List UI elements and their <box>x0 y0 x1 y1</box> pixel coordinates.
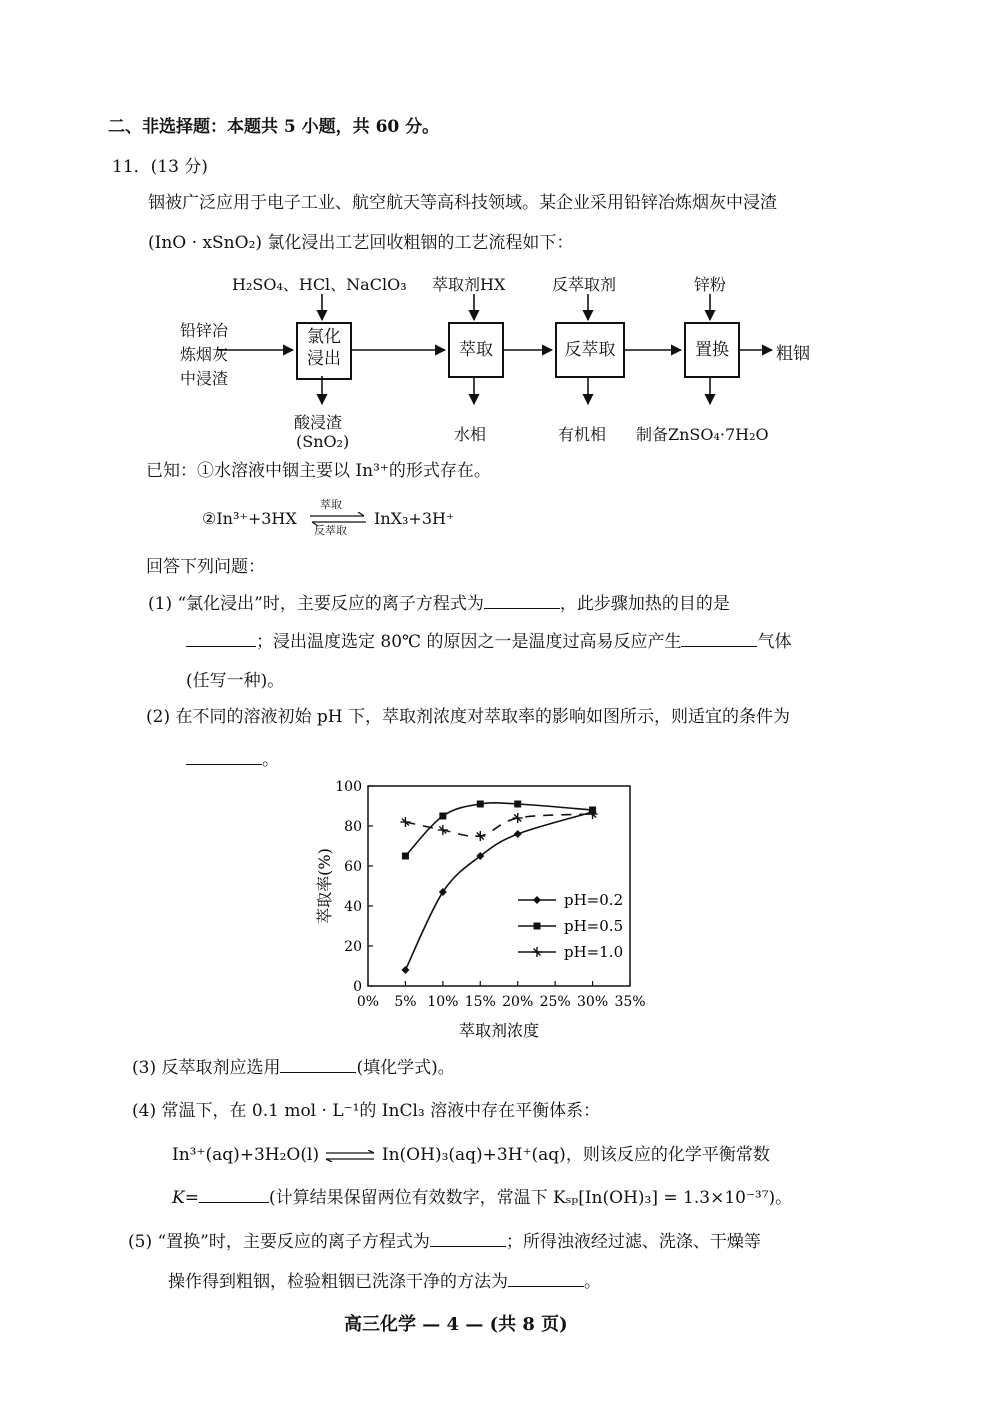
q1-blank-2[interactable] <box>186 630 256 647</box>
square-marker <box>514 801 521 808</box>
y-tick-label: 80 <box>344 819 362 835</box>
q1-part-4: 气体 <box>757 632 792 652</box>
diamond-marker <box>514 830 522 838</box>
answer-prompt: 回答下列问题： <box>146 557 265 577</box>
q5-part-3: 操作得到粗铟，检验粗铟已洗涤干净的方法为 <box>168 1272 508 1292</box>
q3-blank[interactable] <box>280 1056 356 1073</box>
x-tick-label: 10% <box>427 994 459 1010</box>
q1-blank-1[interactable] <box>484 592 560 609</box>
flow-arrows <box>0 0 992 460</box>
intro-line-1: 铟被广泛应用于电子工业、航空航天等高科技领域。某企业采用铅锌冶炼烟灰中浸渣 <box>148 193 777 213</box>
q4-line-3 <box>172 1186 792 1209</box>
square-marker <box>477 801 484 808</box>
feed-line-3: 中浸渣 <box>180 369 229 388</box>
equilibrium-arrows <box>308 512 368 526</box>
reagents-zinc: 锌粉 <box>694 275 727 294</box>
x-tick-label: 15% <box>464 994 496 1010</box>
page-footer: 高三化学 — 4 — (共 8 页) <box>344 1314 568 1335</box>
legend-label: pH=0.5 <box>564 917 624 935</box>
step1-line-2: 浸出 <box>307 349 341 369</box>
q3-part-2: (填化学式)。 <box>356 1058 455 1078</box>
q4-k-note: (计算结果保留两位有效数字，常温下 Kₛₚ[In(OH)₃] = 1.3×10⁻³⁷)。 <box>268 1188 793 1208</box>
square-marker <box>402 853 409 860</box>
known-label: 已知： <box>146 461 197 481</box>
y-axis-label: 萃取率(%) <box>315 848 334 924</box>
x-tick-label: 20% <box>502 994 534 1010</box>
q1-part-3: ；浸出温度选定 80℃ 的原因之一是温度过高易反应产生 <box>256 632 682 652</box>
q5-part-2: ；所得浊液经过滤、洗涤、干燥等 <box>505 1232 761 1252</box>
output-znso4: 制备ZnSO₄·7H₂O <box>636 425 769 444</box>
q3-part-1: (3) 反萃取剂应选用 <box>132 1058 281 1078</box>
q4-equilibrium-arrows <box>324 1150 376 1162</box>
known-item-1 <box>146 460 491 482</box>
known-text-1: ①水溶液中铟主要以 In³⁺的形式存在。 <box>197 461 491 481</box>
y-tick-label: 0 <box>353 979 362 995</box>
q5-blank-1[interactable] <box>430 1230 506 1247</box>
x-axis-label: 萃取剂浓度 <box>458 1021 540 1040</box>
y-tick-label: 20 <box>344 939 362 955</box>
reagents-extraction: 萃取剂HX <box>432 275 506 294</box>
step-extraction-box: 萃取 <box>448 322 504 378</box>
reagents-chlorination: H₂SO₄、HCl、NaClO₃ <box>232 275 407 294</box>
reagents-back-extraction: 反萃取剂 <box>552 275 617 294</box>
q1-part-1: (1) “氯化浸出”时，主要反应的离子方程式为 <box>148 594 484 614</box>
feed-line-2: 炼烟灰 <box>180 345 229 364</box>
q5-line-2 <box>168 1270 601 1293</box>
y-tick-label: 100 <box>335 779 362 795</box>
q2-line-1: (2) 在不同的溶液初始 pH 下，萃取剂浓度对萃取率的影响如图所示，则适宜的条件为 <box>146 707 790 727</box>
q5-blank-2[interactable] <box>508 1270 584 1287</box>
x-tick-label: 30% <box>577 994 609 1010</box>
q3-line <box>132 1056 455 1079</box>
q2-line-2 <box>186 748 279 771</box>
output-organic-phase: 有机相 <box>558 425 607 444</box>
square-marker <box>534 923 541 930</box>
q1-part-2: ，此步骤加热的目的是 <box>559 594 730 614</box>
legend-label: pH=0.2 <box>564 891 624 909</box>
y-tick-label: 60 <box>344 859 362 875</box>
x-tick-label: 25% <box>539 994 571 1010</box>
star-marker <box>475 831 485 841</box>
q1-blank-3[interactable] <box>681 630 757 647</box>
q2-end: 。 <box>262 750 279 770</box>
legend-label: pH=1.0 <box>564 943 624 961</box>
question-number: 11．(13 分) <box>112 157 208 177</box>
star-marker <box>400 817 410 827</box>
diamond-marker <box>401 966 409 974</box>
q4-eq-right: In(OH)₃(aq)+3H⁺(aq)，则该反应的化学平衡常数 <box>381 1145 770 1165</box>
q1-line-1 <box>148 592 730 615</box>
x-tick-label: 0% <box>356 994 380 1010</box>
output-water-phase: 水相 <box>454 425 487 444</box>
known-eq-left: ②In³⁺+3HX <box>202 509 297 528</box>
star-marker <box>438 825 448 835</box>
q4-k-label: K= <box>172 1188 199 1208</box>
y-tick-label: 40 <box>344 899 362 915</box>
intro-line-2: (InO · xSnO₂) 氯化浸出工艺回收粗铟的工艺流程如下： <box>148 233 574 253</box>
output-acid-residue-1: 酸浸渣 <box>294 413 343 432</box>
known-eq-right: InX₃+3H⁺ <box>374 509 455 528</box>
star-marker <box>513 813 523 823</box>
q4-line-2 <box>172 1144 770 1166</box>
step1-line-1: 氯化 <box>307 327 341 347</box>
q5-line-1 <box>128 1230 761 1253</box>
extraction-rate-chart <box>300 770 680 1050</box>
feed-line-1: 铅锌冶 <box>180 321 229 340</box>
q1-line-2 <box>186 630 791 653</box>
q1-line-3: (任写一种)。 <box>186 671 285 691</box>
x-tick-label: 5% <box>394 994 417 1010</box>
q4-line-1: (4) 常温下，在 0.1 mol · L⁻¹的 InCl₃ 溶液中存在平衡体系： <box>132 1101 601 1121</box>
step-back-extraction-box: 反萃取 <box>555 322 625 378</box>
x-tick-label: 35% <box>614 994 646 1010</box>
square-marker <box>439 813 446 820</box>
output-acid-residue-2: (SnO₂) <box>296 432 350 451</box>
q4-blank[interactable] <box>199 1186 269 1203</box>
known-eq-top: 萃取 <box>320 498 342 511</box>
q4-eq-left: In³⁺(aq)+3H₂O(l) <box>172 1145 320 1165</box>
diamond-marker <box>533 896 541 904</box>
q5-part-4: 。 <box>584 1272 601 1292</box>
known-eq-bottom: 反萃取 <box>314 524 347 537</box>
q5-part-1: (5) “置换”时，主要反应的离子方程式为 <box>128 1232 430 1252</box>
star-marker <box>532 947 542 957</box>
series-line-2 <box>405 803 592 856</box>
q2-blank[interactable] <box>186 748 262 765</box>
product-label: 粗铟 <box>776 344 810 364</box>
step-replacement-box: 置换 <box>684 322 740 378</box>
section-title: 二、非选择题：本题共 5 小题，共 60 分。 <box>108 117 440 137</box>
